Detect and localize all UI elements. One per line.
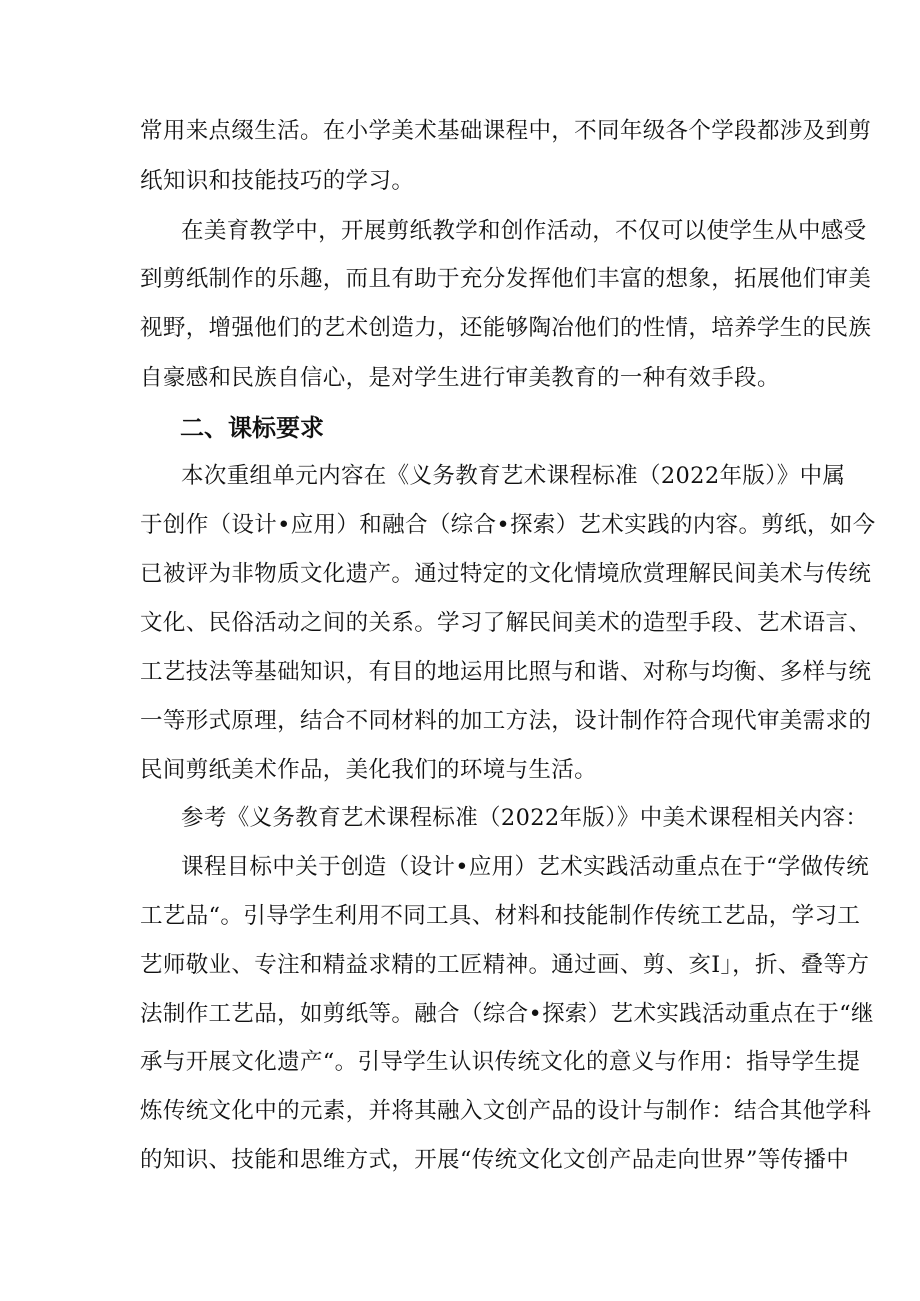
paragraph-line: 工艺技法等基础知识，有目的地运用比照与和谐、对称与均衡、多样与统 [140, 659, 872, 685]
paragraph-line: 本次重组单元内容在《义务教育艺术课程标准（2022年版）》中属 [181, 463, 846, 489]
paragraph-line: 法制作工艺品，如剪纸等。融合（综合•探索）艺术实践活动重点在于“继 [140, 1001, 874, 1027]
paragraph-line: 已被评为非物质文化遗产。通过特定的文化情境欣赏理解民间美术与传统 [140, 561, 872, 587]
paragraph-line: 于创作（设计•应用）和融合（综合•探索）艺术实践的内容。剪纸，如今 [140, 512, 876, 538]
paragraph-line: 炼传统文化中的元素，并将其融入文创产品的设计与制作：结合其他学科 [140, 1098, 872, 1124]
paragraph-line: 自豪感和民族自信心，是对学生进行审美教育的一种有效手段。 [140, 365, 780, 391]
paragraph-line: 艺师敬业、专注和精益求精的工匠精神。通过画、剪、亥I」，折、叠等方 [140, 952, 870, 978]
paragraph-line: 工艺品“。引导学生利用不同工具、材料和技能制作传统工艺品，学习工 [140, 903, 861, 929]
paragraph-line: 民间剪纸美术作品，美化我们的环境与生活。 [140, 757, 598, 783]
paragraph-line: 到剪纸制作的乐趣，而且有助于充分发挥他们丰富的想象，拓展他们审美 [140, 266, 872, 292]
section-heading: 二、课标要求 [180, 414, 324, 442]
paragraph-line: 文化、民俗活动之间的关系。学习了解民间美术的造型手段、艺术语言、 [140, 610, 872, 636]
paragraph-line: 一等形式原理，结合不同材料的加工方法，设计制作符合现代审美需求的 [140, 708, 872, 734]
paragraph-line: 纸知识和技能技巧的学习。 [140, 168, 415, 194]
paragraph-line: 承与开展文化遗产“。引导学生认识传统文化的意义与作用：指导学生提 [140, 1049, 861, 1075]
paragraph-line: 在美育教学中，开展剪纸教学和创作活动，不仅可以使学生从中感受 [181, 218, 867, 244]
paragraph-line: 课程目标中关于创造（设计•应用）艺术实践活动重点在于“学做传统 [181, 854, 870, 880]
paragraph-line: 参考《义务教育艺术课程标准（2022年版）》中美术课程相关内容： [181, 805, 869, 831]
paragraph-line: 的知识、技能和思维方式，开展“传统文化文创产品走向世界”等传播中 [140, 1147, 850, 1173]
paragraph-line: 常用来点缀生活。在小学美术基础课程中，不同年级各个学段都涉及到剪 [140, 118, 872, 144]
paragraph-line: 视野，增强他们的艺术创造力，还能够陶冶他们的性情，培养学生的民族 [140, 315, 872, 341]
